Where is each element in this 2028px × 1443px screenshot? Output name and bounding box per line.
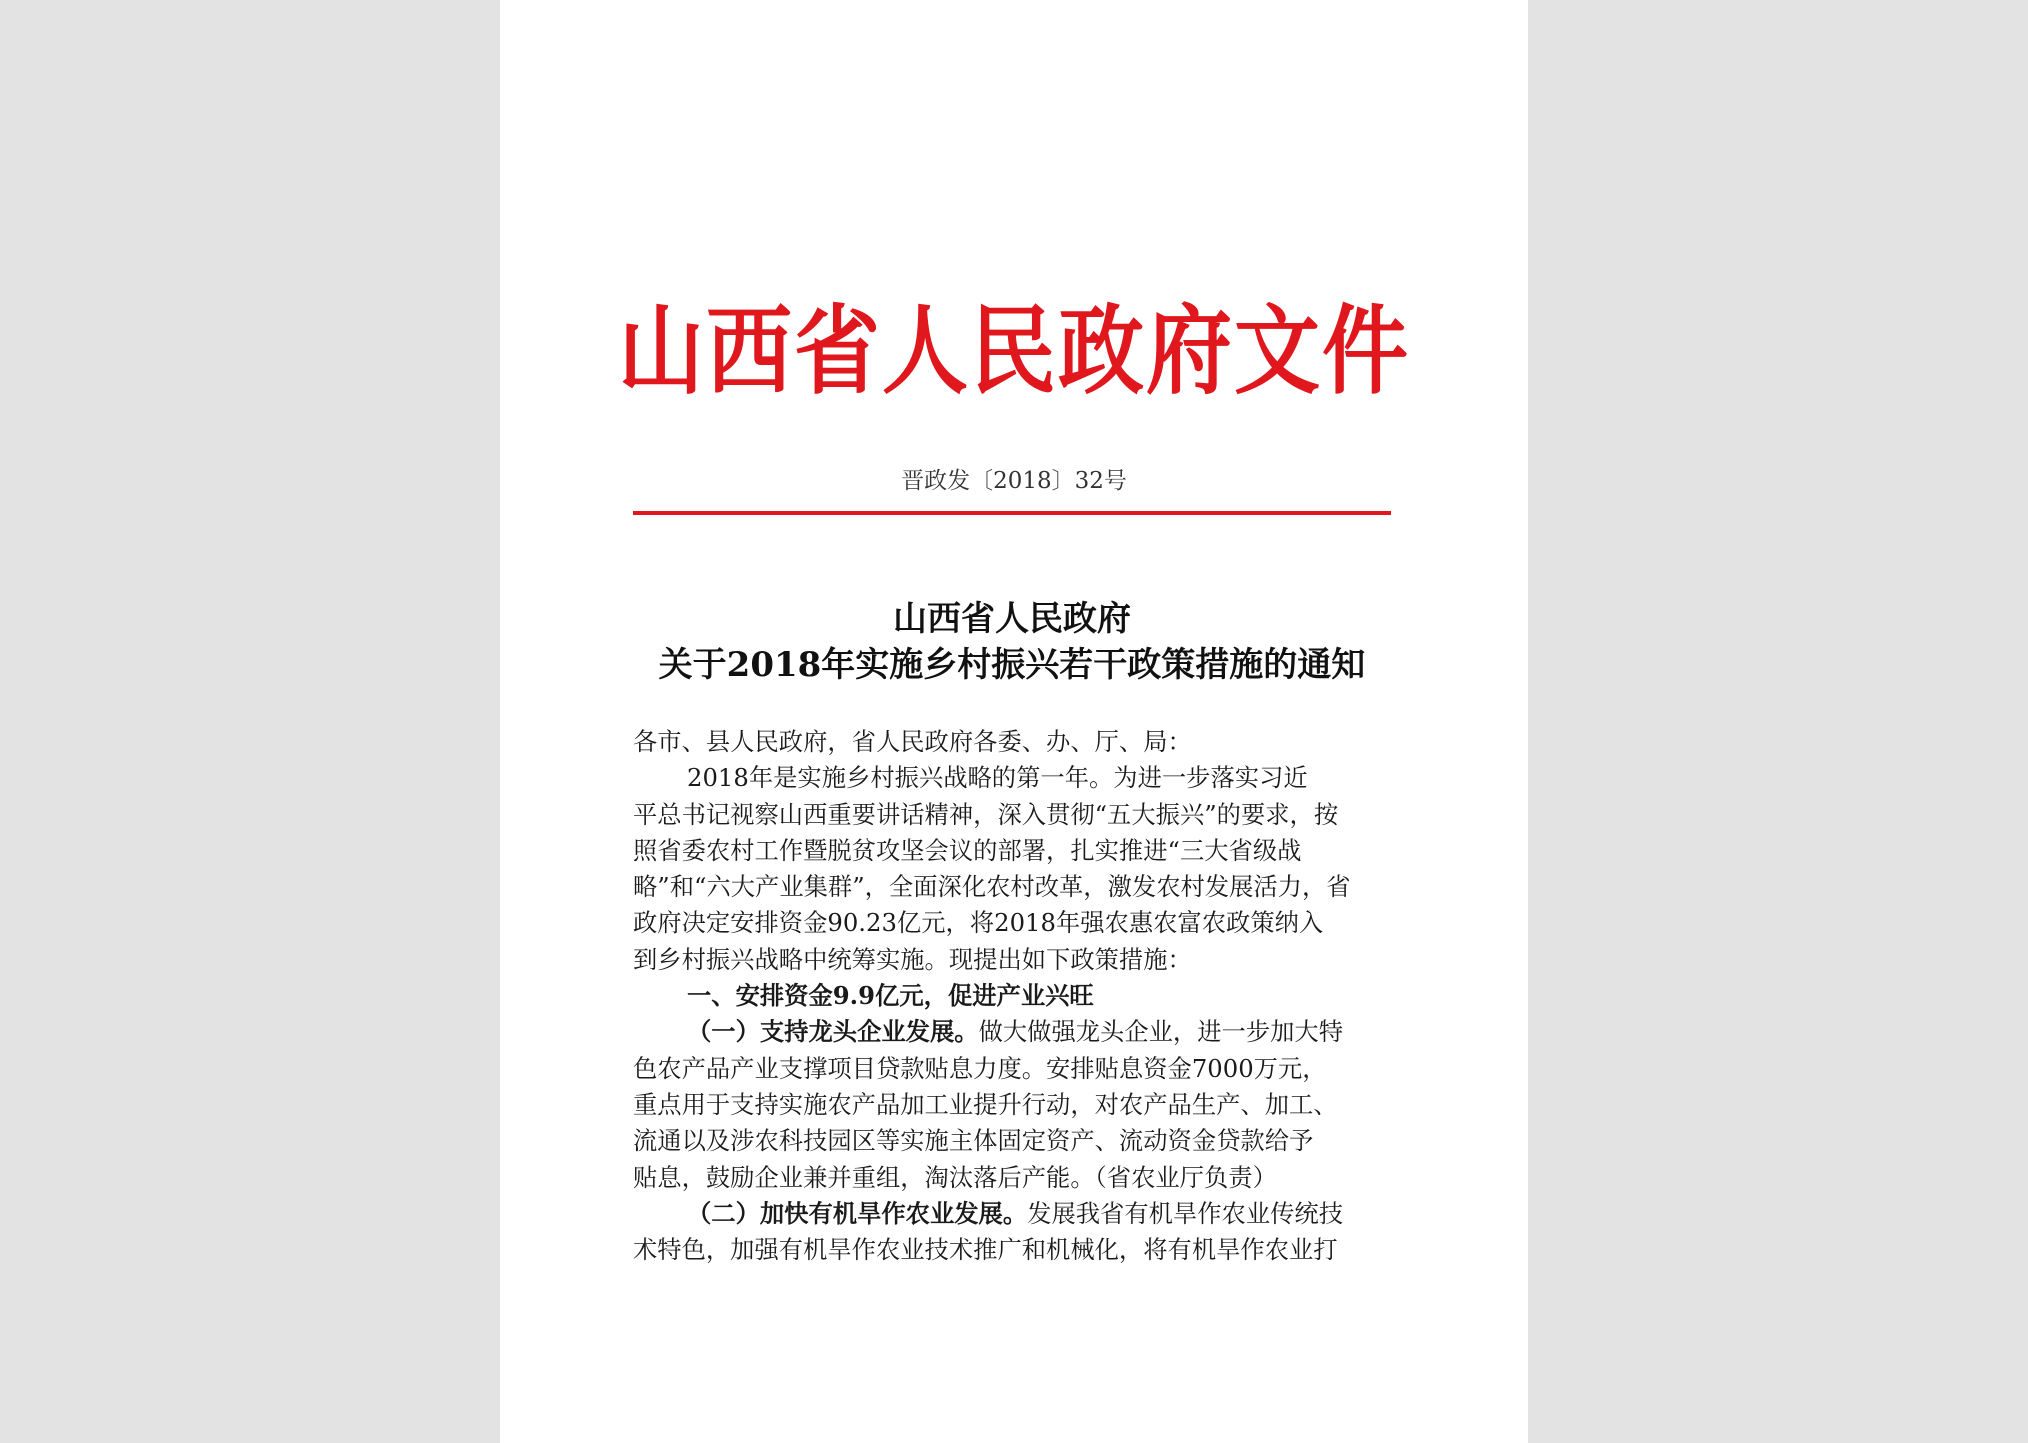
intro-line-5: 政府决定安排资金90.23亿元，将2018年强农惠农富农政策纳入: [633, 908, 1324, 938]
document-title: [633, 596, 1391, 688]
document-masthead: 山西省人民政府文件: [618, 294, 1410, 408]
section-heading-1: 一、安排资金9.9亿元，促进产业兴旺: [687, 981, 1094, 1011]
item-1-lead: （一）支持龙头企业发展。: [687, 1017, 979, 1047]
item-2-lead: （二）加快有机旱作农业发展。: [687, 1198, 1028, 1228]
document-number: 晋政发〔2018〕32号: [901, 468, 1127, 494]
item-2-first-rest: 发展我省有机旱作农业传统技: [1027, 1198, 1344, 1228]
intro-line-2: 平总书记视察山西重要讲话精神，深入贯彻“五大振兴”的要求，按: [633, 799, 1339, 829]
intro-line-3: 照省委农村工作暨脱贫攻坚会议的部署，扎实推进“三大省级战: [633, 835, 1302, 865]
document-page: [500, 0, 1528, 1443]
item-2-first-line: [633, 1196, 1391, 1232]
item-1-line-5: 贴息，鼓励企业兼并重组，淘汰落后产能。（省农业厅负责）: [633, 1162, 1277, 1192]
title-line-2: 关于2018年实施乡村振兴若干政策措施的通知: [658, 645, 1366, 685]
item-2-line-2: 术特色，加强有机旱作农业技术推广和机械化，将有机旱作农业打: [633, 1235, 1338, 1265]
item-1-line-2: 色农产品产业支撑项目贷款贴息力度。安排贴息资金7000万元，: [633, 1053, 1327, 1083]
intro-line-4: 略”和“六大产业集群”，全面深化农村改革，激发农村发展活力，省: [633, 872, 1351, 902]
item-1-first-rest: 做大做强龙头企业，进一步加大特: [978, 1017, 1344, 1047]
item-1-first-line: [633, 1014, 1391, 1050]
intro-line-1: 2018年是实施乡村振兴战略的第一年。为进一步落实习近: [687, 763, 1308, 793]
document-body: [633, 724, 1391, 1268]
item-1-line-4: 流通以及涉农科技园区等实施主体固定资产、流动资金贷款给予: [633, 1126, 1314, 1156]
red-divider-line: [633, 511, 1391, 515]
intro-line-6: 到乡村振兴战略中统筹实施。现提出如下政策措施：: [633, 944, 1192, 974]
item-1-line-3: 重点用于支持实施农产品加工业提升行动，对农产品生产、加工、: [633, 1089, 1338, 1119]
title-line-1: 山西省人民政府: [893, 599, 1131, 639]
salutation: 各市、县人民政府，省人民政府各委、办、厅、局：: [633, 727, 1192, 756]
